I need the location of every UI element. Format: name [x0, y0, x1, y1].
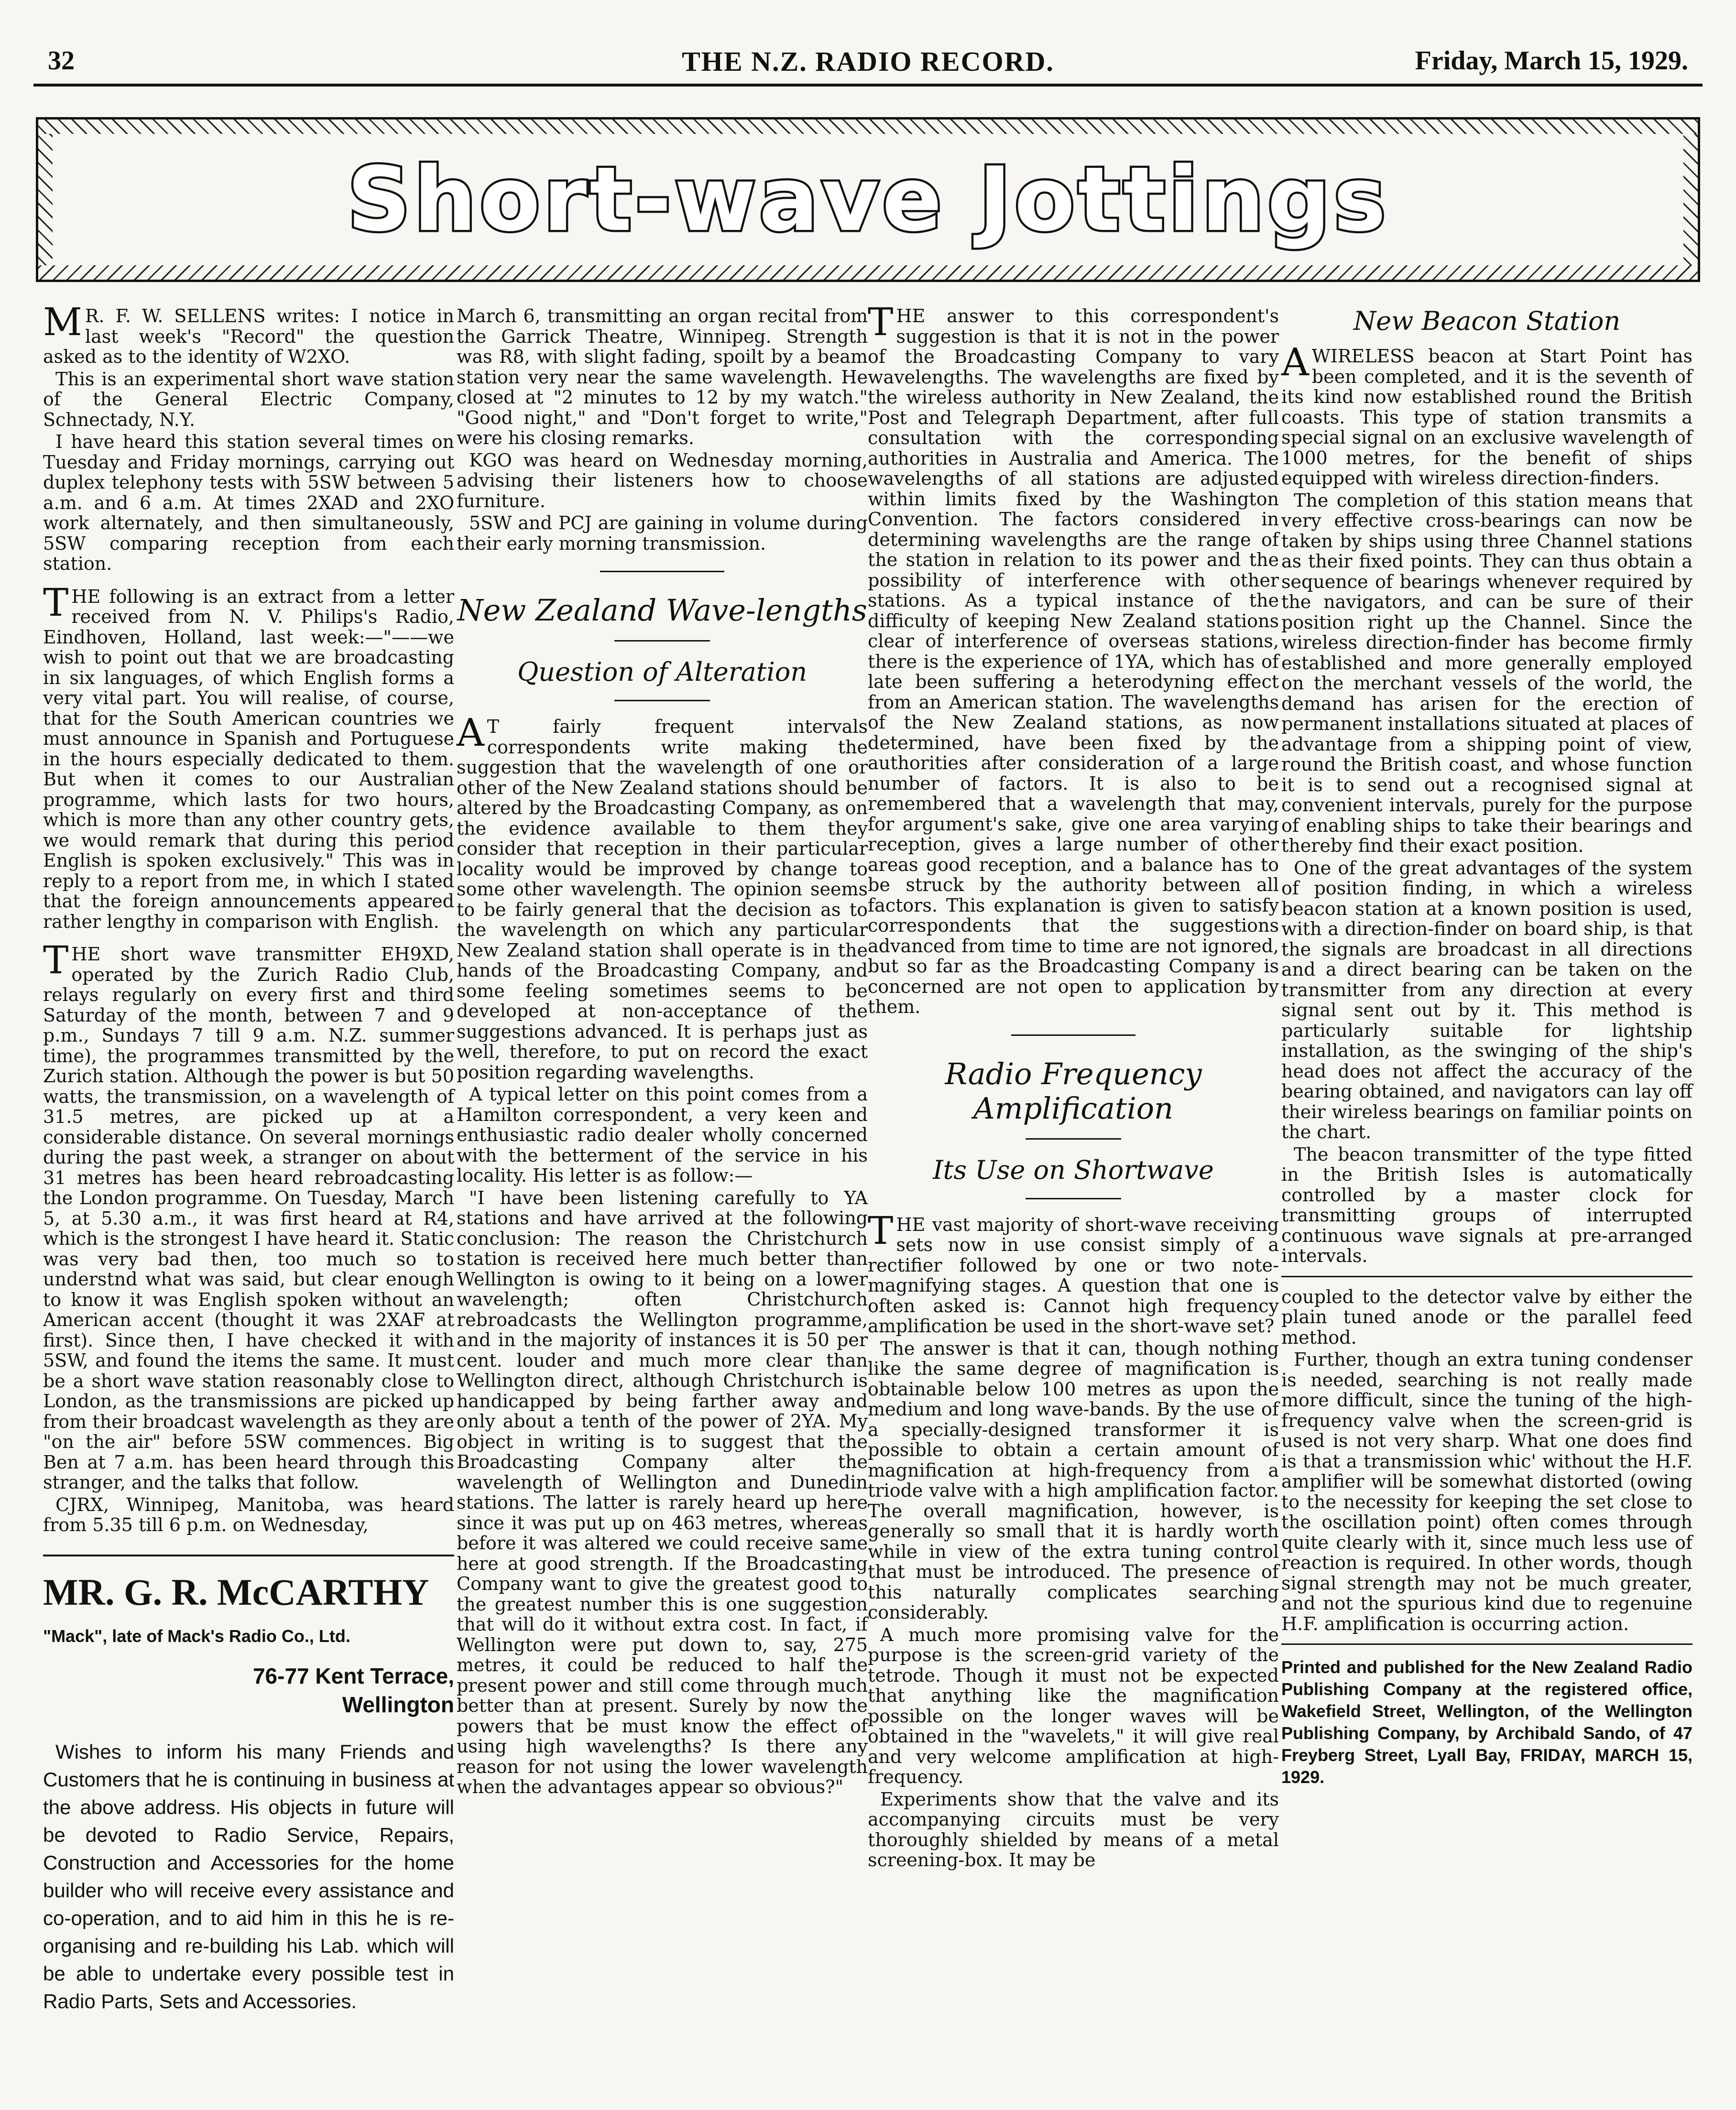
- page-header: [43, 45, 1693, 84]
- ad-address-line: 76-77 Kent Terrace,: [252, 1663, 454, 1688]
- article-heading: New Zealand Wave-lengths: [457, 593, 867, 628]
- article-paragraph: Experiments show that the valve and its accompanying circuits must be very thoroughly shielded by means of a metal screening-box. It may be: [868, 1788, 1279, 1871]
- ad-title: MR. G. R. McCARTHY: [43, 1571, 429, 1613]
- page-number: 32: [48, 46, 75, 76]
- article-paragraph: "I have been listening carefully to YA stations and have arrived at the following conclusion: The reason the Christchurch station is received here much better than Wellington is owing to it being on a lower wavelength; often Christchurch rebroadcasts the Wellington programme, and in the majority of instances it is 50 per cent. louder and much more clear than Wellington direct, although Christchurch is handicapped by being farther away and only about a tenth of the power of 2YA. My object in writing is to suggest that the Broadcasting Company alter the wavelength of Wellington and Dunedin stations. The latter is rarely heard up here since it was put up on 463 metres, whereas before it was altered we could receive same here at good strength. If the Broadcasting Company want to give the greatest good to the greatest number this is one suggestion that will do it without extra cost. In fact, if Wellington were put down to, say, 275 metres, it could be reduced to half the present power and still come through much better than at present. Surely by now the powers that be must know the effect of using high wavelengths? Is there any reason for not using the lower wavelength when the advantages appear so obvious?": [457, 1187, 868, 1797]
- article-paragraph: KGO was heard on Wednesday morning, advising their listeners how to choose furniture.: [457, 449, 868, 511]
- ad-address-line: Wellington: [342, 1692, 454, 1717]
- article-paragraph: I have heard this station several times on Tuesday and Friday mornings, carrying out duplex telephony tests with 5SW between 5 a.m. and 6 a.m. At times 2XAD and 2XO work alternately, and then simultaneously, 5SW comparing reception from each station.: [43, 431, 454, 574]
- heading-rule: [1026, 1198, 1121, 1199]
- publisher-imprint: Printed and published for the New Zealand Radio Publishing Company at the registered office, Wakefield Street, Wellington, of the Wellington Publishing Company, by Archibald Sando, of 47 Freyberg Street, Lyall Bay, FRIDAY, MARCH 15, 1929.: [1281, 1657, 1692, 1787]
- article-paragraph: AT fairly frequent intervals correspondents write making the suggestion that the wavelength of one or other of the New Zealand stations should be altered by the Broadcasting Company, as on the evidence available to them they consider that reception in their particular locality would be improved by change to some other wavelength. The opinion seems to be fairly general that the decision as to the wavelength on which any particular New Zealand station shall operate is in the hands of the Broadcasting Company, and some feeling sometimes seems to be developed at non-acceptance of the suggestions advanced. It is perhaps just as well, therefore, to put on record the exact position regarding wavelengths.: [457, 710, 868, 1083]
- advertisement: [43, 1555, 454, 2015]
- article-paragraph: THE answer to this correspondent's suggestion is that it is not in the power of the Broadcasting Company to vary wavelengths. The wavelengths are fixed by the wireless authority in New Zealand, the Post and Telegraph Department, after full consultation with the corresponding authorities in Australia and America. The wavelengths of all stations are adjusted within limits fixed by the Washington Convention. The factors considered in determining wavelengths are the range of the station in relation to its power and the possibility of interference with other stations. As a typical instance of the difficulty of keeping New Zealand stations clear of interference of overseas stations, there is the experience of 1YA, which has of late been suffering a heterodyning effect from an American station. The wavelengths of the New Zealand stations, as now determined, have been fixed by the authorities after consideration of a large number of factors. It is also to be remembered that a wavelength that may, for argument's sake, give one area varying reception, gives a large number of other areas good reception, and a balance has to be struck by the authority between all factors. This explanation is given to satisfy correspondents that the suggestions advanced from time to time are not ignored, but so far as the Broadcasting Company is concerned are not open to application by them.: [868, 300, 1279, 1017]
- column-1: [43, 300, 454, 2017]
- ad-address: [43, 1662, 454, 1719]
- article-paragraph: AWIRELESS beacon at Start Point has been completed, and it is the seventh of its kind now established round the British coasts. This type of station transmits a special signal on an exclusive wavelength of 1000 metres, for the benefit of ships equipped with wireless direction-finders.: [1281, 340, 1692, 489]
- article-paragraph: This is an experimental short wave station of the General Electric Company, Schnectady, N.Y.: [43, 368, 454, 430]
- header-rule: [33, 84, 1703, 87]
- column-4: [1281, 306, 1692, 1788]
- column-3: [868, 300, 1279, 1872]
- section-banner: [36, 117, 1700, 282]
- article-paragraph: The answer is that it can, though nothing like the same degree of magnification is obtainable below 100 metres as upon the medium and long wave-bands. By the use of a specially-designed transformer it is possible to obtain a certain amount of magnification at high-frequency from a triode valve with a high amplification factor. The overall magnification, however, is generally so small that it is hardly worth while in view of the extra tuning control that must be introduced. The presence of this naturally complicates searching considerably.: [868, 1338, 1279, 1623]
- article-paragraph: One of the great advantages of the system of position finding, in which a wireless beacon station at a known position is used, with a direction-finder on board ship, is that the signals are broadcast in all directions and a direct bearing can be taken on the transmitter from any direction at every signal sent out by it. This method is particularly suitable for lightship installation, as the swinging of the ship's head does not affect the accuracy of the bearing obtained, and navigators can lay off their wireless bearings on familiar points on the chart.: [1281, 857, 1692, 1142]
- article-paragraph: March 6, transmitting an organ recital from the Garrick Theatre, Winnipeg. Strength was R8, with slight fading, spoilt by a beam station very near the same wavelength. He closed at "2 minutes to 12 by my watch." "Good night," and "Don't forget to write," were his closing remarks.: [457, 305, 868, 448]
- article-paragraph: THE following is an extract from a letter received from N. V. Philips's Radio, Eindhoven, Holland, last week:—"——we wish to point out that we are broadcasting in six languages, of which English forms a very vital part. You will realise, of course, that for the South American countries we must announce in Spanish and Portuguese in the hours especially dedicated to them. But when it comes to our Australian programme, which lasts for two hours, which is more than any other country gets, we would remark that during this period English is spoken exclusively." This was in reply to a report from me, in which I stated that the foreign announcements appeared rather lengthy in comparison with English.: [43, 580, 454, 932]
- article-divider: [1011, 1034, 1135, 1036]
- article-paragraph: MR. F. W. SELLENS writes: I notice in last week's "Record" the question asked as to the identity of W2XO.: [43, 300, 454, 367]
- article-subheading: Question of Alteration: [517, 657, 807, 687]
- article-divider: [1281, 1276, 1692, 1277]
- section-title: Short-wave Jottings: [347, 148, 1389, 251]
- article-paragraph: The completion of this station means that very effective cross-bearings can now be taken by ships using three Channel stations as their fixed points. They can thus obtain a sequence of bearings whenever required by the navigators, and can be sure of their position right up the Channel. Since the wireless direction-finder has become firmly established and more generally employed on the merchant vessels of the world, the demand has arisen for the erection of permanent installations situated at places of advantage from a shipping point of view, round the British coast, and whose function it is to send out a recognised signal at convenient intervals, purely for the purpose of enabling ships to take their bearings and thereby find their exact position.: [1281, 489, 1692, 856]
- article-paragraph: coupled to the detector valve by either the plain tuned anode or the parallel feed method.: [1281, 1286, 1692, 1348]
- article-paragraph: CJRX, Winnipeg, Manitoba, was heard from 5.35 till 6 p.m. on Wednesday,: [43, 1494, 454, 1535]
- article-paragraph: THE vast majority of short-wave receiving sets now in use consist simply of a rectifier followed by one or two note-magnifying stages. A question that one is often asked is: Cannot high frequency amplification be used in the short-wave set?: [868, 1208, 1279, 1337]
- article-paragraph: Further, though an extra tuning condenser is needed, searching is not really made more difficult, since the tuning of the high-frequency valve when the screen-grid is used is not very sharp. What one does find is that a transmission whic' without the H.F. amplifier will be somewhat distorted (owing to the necessity for keeping the set close to the oscillation point) often comes through quite clearly with it, since much less use of reaction is required. In other words, though signal strength may not be much greater, and not the spurious kind due to regenuine H.F. amplification is occurring action.: [1281, 1349, 1692, 1634]
- imprint-divider: [1281, 1643, 1692, 1645]
- article-paragraph: 5SW and PCJ are gaining in volume during their early morning transmission.: [457, 512, 868, 554]
- column-2: [457, 306, 868, 1799]
- article-paragraph: A much more promising valve for the purpose is the screen-grid variety of the tetrode. Though it must not be expected that anything like the magnification possible on the longer waves will be obtained in the "wavelets," it will give real and very welcome amplification at high-frequency.: [868, 1624, 1279, 1787]
- article-paragraph: THE short wave transmitter EH9XD, operated by the Zurich Radio Club, relays regularly on every first and third Saturday of the month, between 7 and 9 p.m., Sundays 7 till 9 a.m. N.Z. summer time), the programmes transmitted by the Zurich station. Although the power is but 50 watts, the transmission, on a wavelength of 31.5 metres, are picked up at a considerable distance. On several mornings during the past week, a stranger on about 31 metres has been heard rebroadcasting the London programme. On Tuesday, March 5, at 5.30 a.m., it was first heard at R4, which is the strongest I have heard it. Static was very bad then, too much so to understnd what was said, but clear enough to know it was English spoken without an American accent (thought it was 2XAF at first). Since then, I have checked it with 5SW, and found the items the same. It must be a short wave station reasonably close to London, as the transmissions are picked up from their broadcast wavelength as they are "on the air" before 5SW commences. Big Ben at 7 a.m. has been heard through this stranger, and the talks that follow.: [43, 938, 454, 1493]
- heading-rule: [614, 640, 710, 642]
- heading-rule: [614, 700, 710, 701]
- issue-date: Friday, March 15, 1929.: [1415, 46, 1688, 76]
- article-paragraph: The beacon transmitter of the type fitted in the British Isles is automatically controlled by a master clock for transmitting groups of interrupted continuous wave signals at pre-arranged intervals.: [1281, 1143, 1692, 1266]
- article-heading: New Beacon Station: [1353, 306, 1621, 336]
- ad-body: Wishes to inform his many Friends and Customers that he is continuing in business at the above address. His objects in future will be devoted to Radio Service, Repairs, Construction and Accessories for the home builder who will receive every assistance and co-operation, and to aid him in this he is re-organising and re-building his Lab. which will be able to undertake every possible test in Radio Parts, Sets and Accessories.: [43, 1740, 454, 2012]
- article-paragraph: A typical letter on this point comes from a Hamilton correspondent, a very keen and enthusiastic radio dealer wholly concerned with the betterment of the service in his locality. His letter is as follow:—: [457, 1084, 868, 1186]
- article-subheading: Its Use on Shortwave: [933, 1154, 1214, 1185]
- ad-subtitle: "Mack", late of Mack's Radio Co., Ltd.: [43, 1626, 350, 1646]
- article-divider: [600, 571, 724, 572]
- masthead: THE N.Z. RADIO RECORD.: [682, 46, 1054, 77]
- article-heading: Radio Frequency Amplification: [945, 1056, 1202, 1126]
- heading-rule: [1026, 1138, 1121, 1140]
